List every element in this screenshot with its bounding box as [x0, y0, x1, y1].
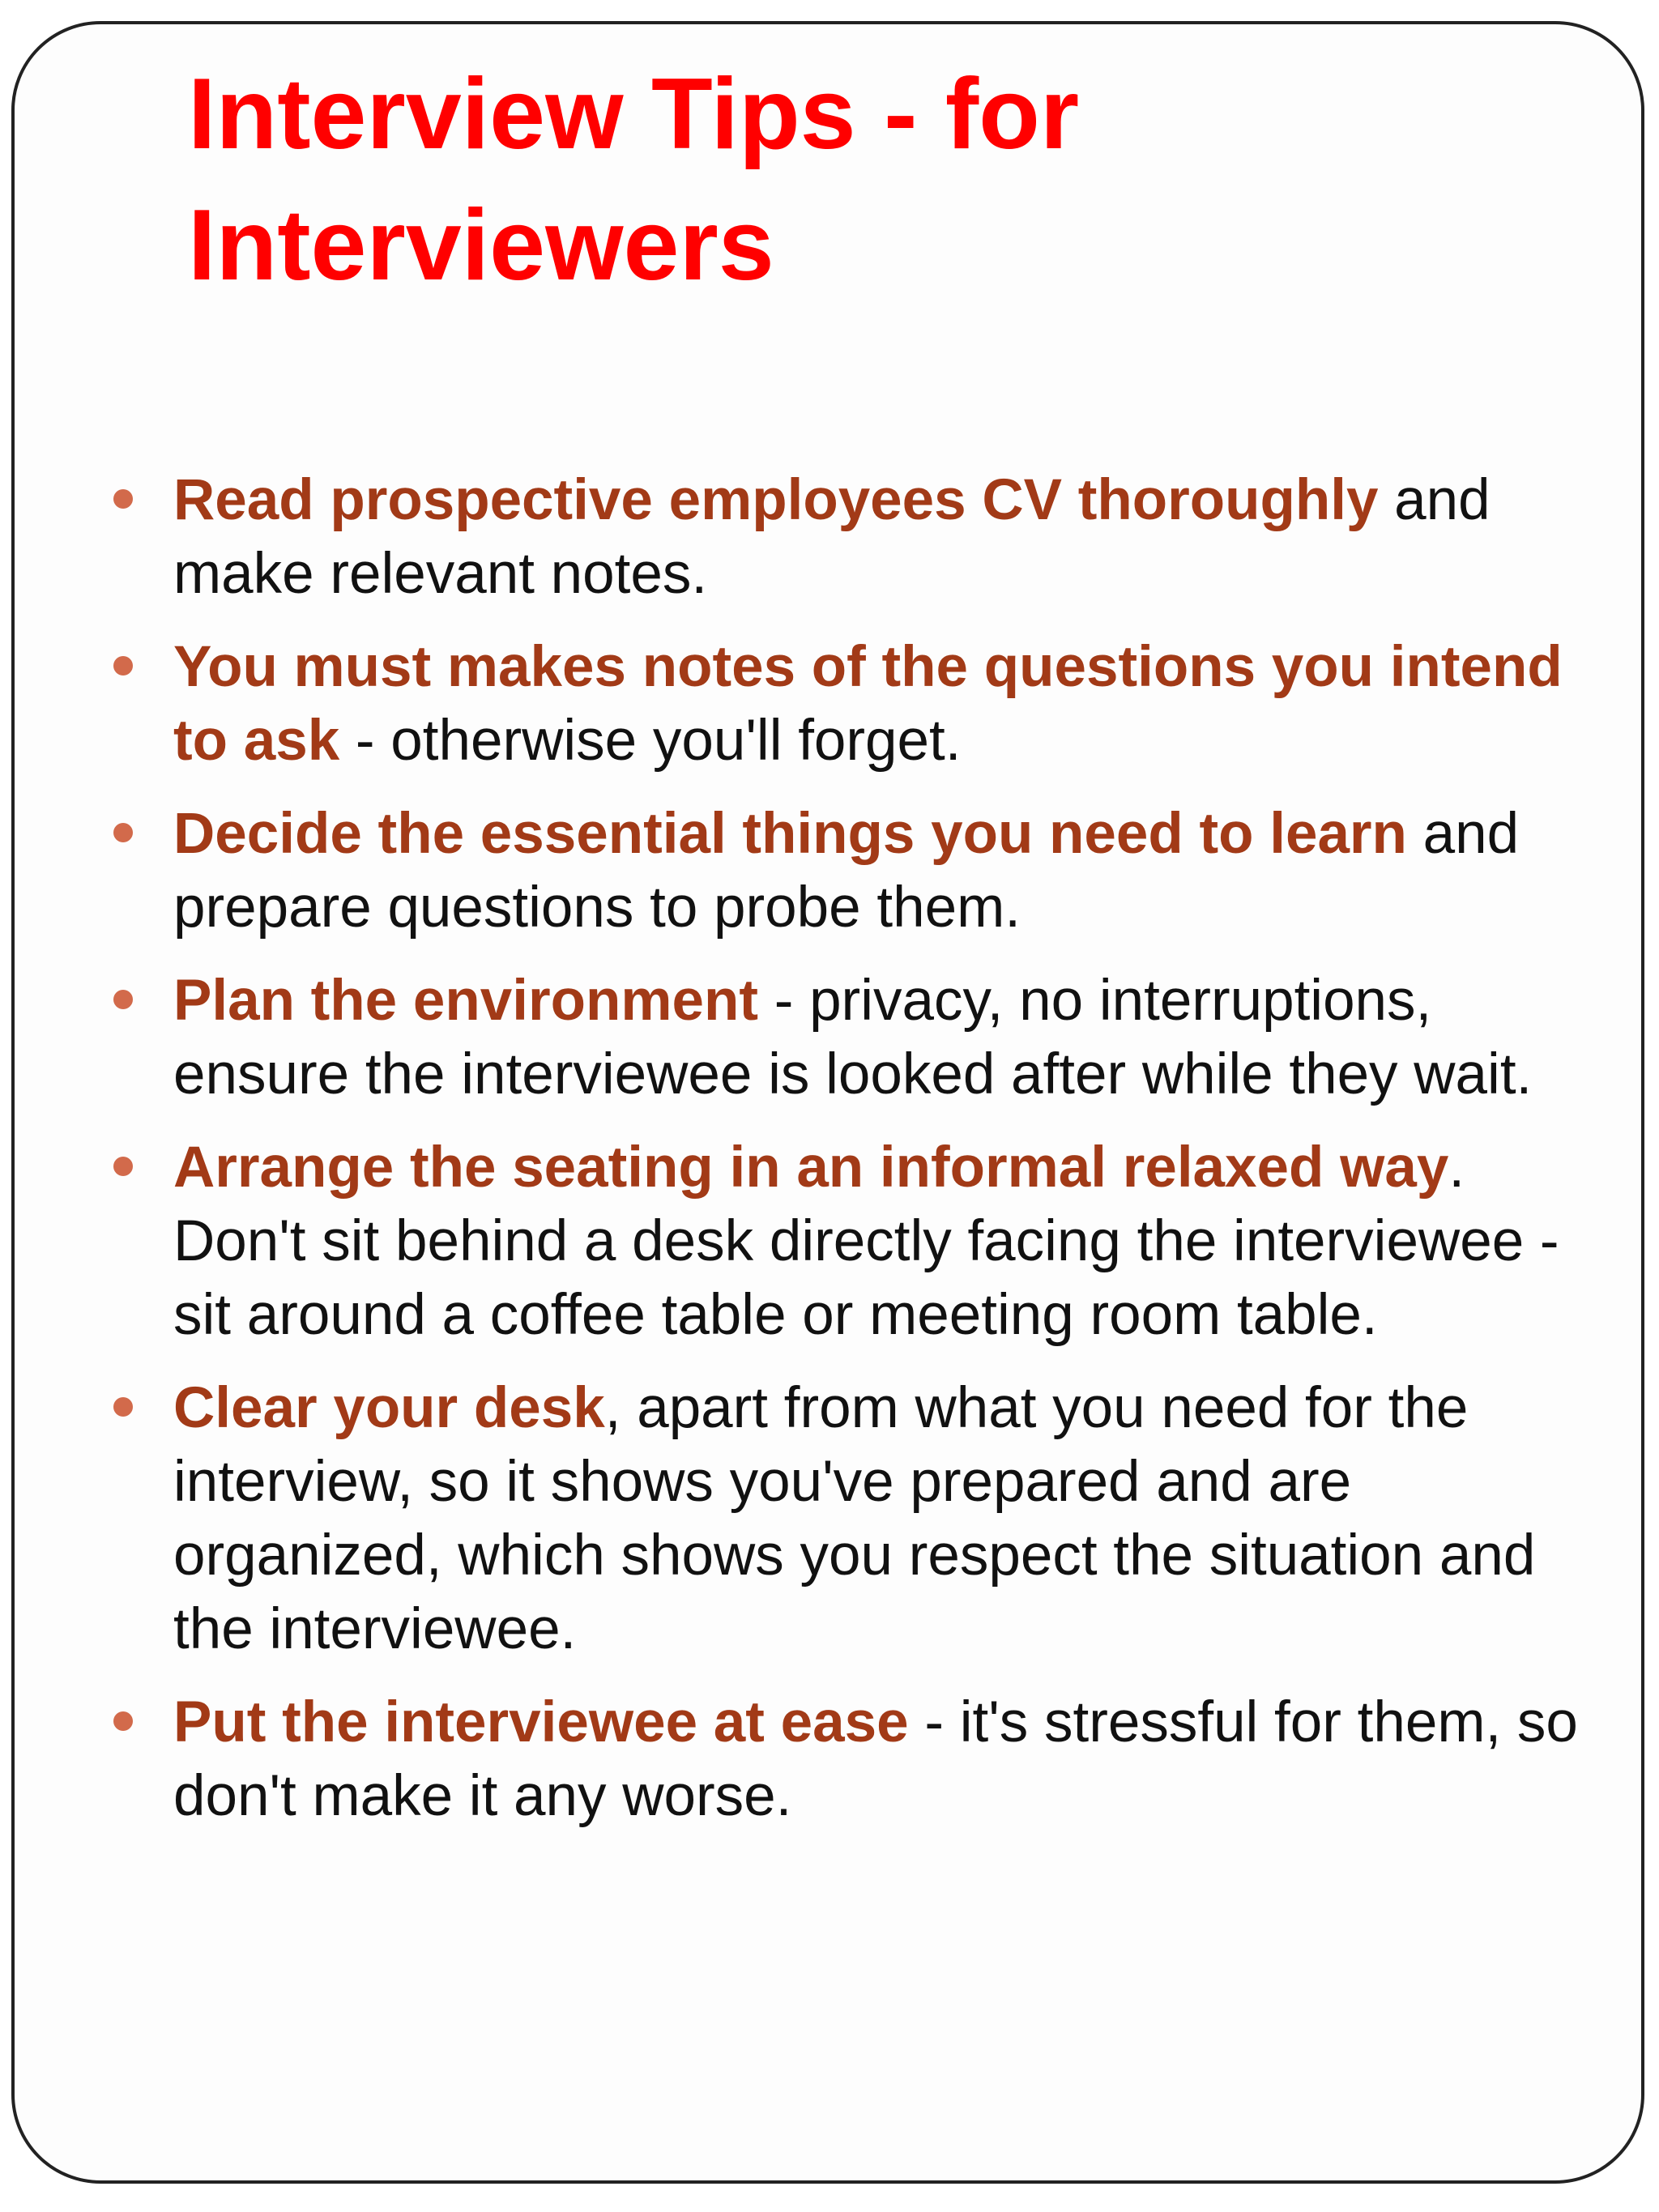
bullet-icon [113, 656, 133, 676]
bullet-icon [113, 990, 133, 1009]
tip-lead: Plan the environment [173, 969, 758, 1033]
tip-item-essentials [0, 797, 1659, 944]
tip-item-clear-desk [0, 1371, 1659, 1666]
tip-lead: Clear your desk [173, 1376, 605, 1440]
bullet-icon [113, 823, 133, 842]
bullet-icon [113, 1157, 133, 1176]
bullet-icon [113, 489, 133, 509]
tip-lead: Put the interviewee at ease [173, 1690, 909, 1754]
tip-text: - otherwise you'll forget. [339, 709, 962, 773]
page-title: Interview Tips - for Interviewers [188, 58, 1080, 301]
bullet-icon [113, 1711, 133, 1731]
bullet-icon [113, 1397, 133, 1417]
tip-item-at-ease [0, 1686, 1659, 1833]
tip-lead: You must makes notes of the questions you intend to ask [173, 635, 1563, 773]
tip-lead: Decide the essential things you need to learn [173, 802, 1407, 866]
tip-text: , apart from what you need for the interview, so it shows you've prepared and are organized, which shows you respect the situation and the interviewee. [173, 1376, 1536, 1661]
tip-lead: Read prospective employees CV thoroughly [173, 468, 1379, 532]
tip-text: - privacy, no interruptions, ensure the interviewee is looked after while they wait. [173, 969, 1533, 1106]
tip-text: . Don't sit behind a desk directly facing the interviewee - sit around a coffee table or meeting room table. [173, 1136, 1559, 1347]
tip-item-seating [0, 1131, 1659, 1352]
tip-lead: Arrange the seating in an informal relaxed way [173, 1136, 1449, 1200]
tip-item-questions [0, 630, 1659, 778]
tip-item-environment [0, 964, 1659, 1111]
tip-text: and prepare questions to probe them. [173, 802, 1520, 940]
tip-text: - it's stressful for them, so don't make it any worse. [173, 1690, 1578, 1828]
tip-text: and make relevant notes. [173, 468, 1491, 606]
tip-item-read-cv [0, 463, 1659, 611]
tips-list [0, 463, 1659, 1852]
